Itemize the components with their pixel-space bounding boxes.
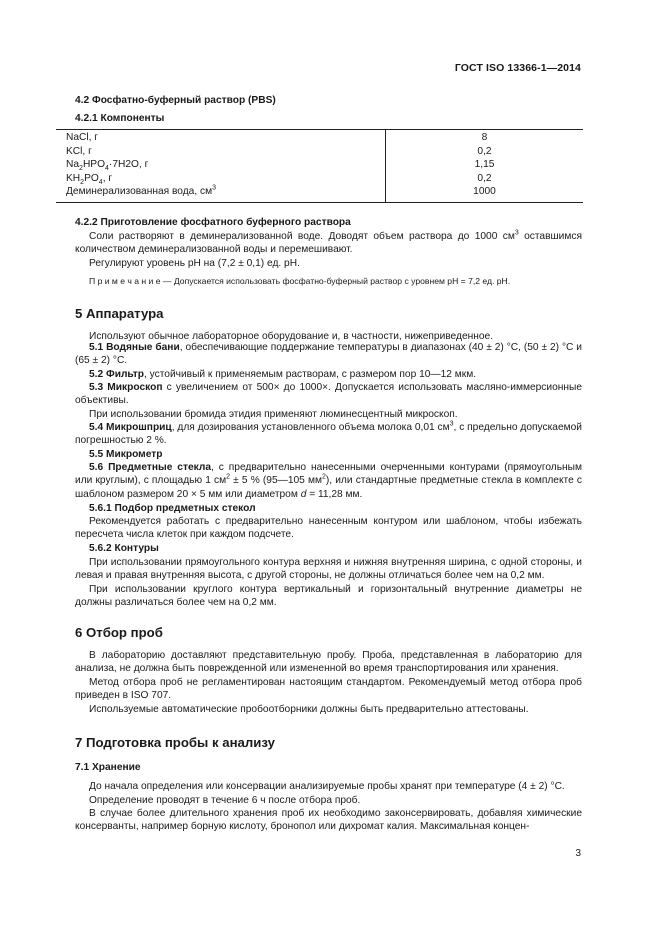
component-value: 1000: [473, 186, 496, 198]
section-5-intro: Используют обычное лабораторное оборудование и, в частности, нижеприведенное.: [89, 331, 494, 342]
section-6-paragraph: В лабораторию доставляют представительную пробу. Проба, представленная в лабораторию для анализа, не должна быть поврежденной или измененной во время транспортирования или хранения.: [75, 650, 582, 675]
item-5-6-1-title: 5.6.1 Подбор предметных стекол: [89, 503, 256, 514]
component-name: Деминерализованная вода, $см^3$: [66, 184, 216, 198]
section-4-2-2-paragraph: Соли растворяют в деминерализованной воде. Доводят объем раствора до 1000 $см^3$ оставшимся количеством деминерализованной воды и перемешивают.: [75, 229, 582, 256]
component-name: $KH_2PO_4$, г: [66, 172, 113, 186]
item-5-6-2-title: 5.6.2 Контуры: [89, 543, 159, 554]
component-name: KCl, г: [66, 145, 92, 157]
item-5-5: 5.5 Микрометр: [89, 449, 163, 460]
section-6-paragraph: Используемые автоматические пробоотборники должны быть предварительно аттестованы.: [89, 704, 529, 715]
item-5-4: 5.4 Микрошприц, для дозирования установленного объема молока 0,01 $см^3$, с предельно допускаемой погрешностью 2 %.: [75, 420, 582, 447]
section-7-1-title: 7.1 Хранение: [75, 762, 141, 773]
section-5-title: 5 Аппаратура: [75, 306, 164, 321]
page-number: 3: [575, 848, 581, 859]
section-4-2-2-paragraph: Регулируют уровень pH на (7,2 ± 0,1) ед. pH.: [89, 258, 300, 269]
item-5-2: 5.2 Фильтр, устойчивый к применяемым растворам, с размером пор 10—12 мкм.: [89, 369, 477, 380]
section-4-2-1-title: 4.2.1 Компоненты: [75, 113, 165, 124]
section-4-2-title: 4.2 Фосфатно-буферный раствор (PBS): [75, 95, 276, 106]
item-5-6-1-text: Рекомендуется работать с предварительно нанесенным контуром или шаблоном, чтобы избежать пересчета числа клеток при каждом подсчете.: [75, 516, 582, 541]
components-table-row: [56, 130, 583, 203]
note: П р и м е ч а н и е — Допускается использовать фосфатно-буферный раствор с уровнем pH = 7,2 ед. pH.: [89, 276, 511, 286]
component-value: 8: [481, 132, 488, 143]
component-value: 1,15: [474, 159, 495, 171]
components-table: [56, 129, 583, 203]
component-values-cell: [386, 130, 584, 203]
component-names-cell: [56, 130, 386, 203]
section-6-title: 6 Отбор проб: [75, 625, 163, 640]
component-name: NaCl, г: [66, 132, 99, 143]
section-4-2-2-title: 4.2.2 Приготовление фосфатного буферного раствора: [75, 217, 351, 228]
section-7-1-paragraph: В случае более длительного хранения проб их необходимо законсервировать, добавляя химические консерванты, например борную кислоту, бронопол или дихромат калия. Максимальная концен-: [75, 808, 582, 833]
item-5-3-note: При использовании бромида этидия применяют люминесцентный микроскоп.: [89, 409, 458, 420]
item-5-6-2-text: При использовании круглого контура вертикальный и горизонтальный внутренние диаметры не должны различаться более чем на 0,2 мм.: [75, 584, 582, 609]
item-5-6: 5.6 Предметные стекла, с предварительно нанесенными очерченными контурами (прямоугольным или круглым), с площадью 1 $см^2 \pm 5$ % (95—105 $мм^2$), или стандартные предметные стекла в комплекте с шаблоном размером 20 × 5 мм или диаметром d = 11,28 мм.: [75, 462, 582, 500]
item-5-6-2-text: При использовании прямоугольного контура верхняя и нижняя внутренняя ширина, с одной стороны, и левая и правая внутренняя высота, с другой стороны, не должны отличаться более чем на 0,2 мм.: [75, 557, 582, 582]
item-5-3: 5.3 Микроскоп с увеличением от 500× до 1000×. Допускается использовать масляно-иммерсионные объективы.: [75, 382, 582, 407]
section-6-paragraph: Метод отбора проб не регламентирован настоящим стандартом. Рекомендуемый метод отбора проб приведен в ISO 707.: [75, 677, 582, 702]
section-7-1-paragraph: Определение проводят в течение 6 ч после отбора проб.: [89, 795, 361, 806]
note-label: П р и м е ч а н и е: [89, 276, 161, 286]
component-name: $Na_2HPO_4\cdot 7H2O$, г: [66, 159, 149, 173]
standard-header: ГОСТ ISO 13366-1—2014: [454, 62, 581, 74]
section-7-title: 7 Подготовка пробы к анализу: [75, 735, 275, 750]
component-value: 0,2: [477, 145, 492, 157]
section-7-1-paragraph: До начала определения или консервации анализируемые пробы хранят при температуре (4 ± 2) °С.: [89, 781, 565, 792]
component-value: 0,2: [477, 172, 492, 184]
item-5-1: 5.1 Водяные бани, обеспечивающие поддержание температуры в диапазонах (40 ± 2) °С, (50 ± 2) °С и (65 ± 2) °С.: [75, 342, 582, 367]
